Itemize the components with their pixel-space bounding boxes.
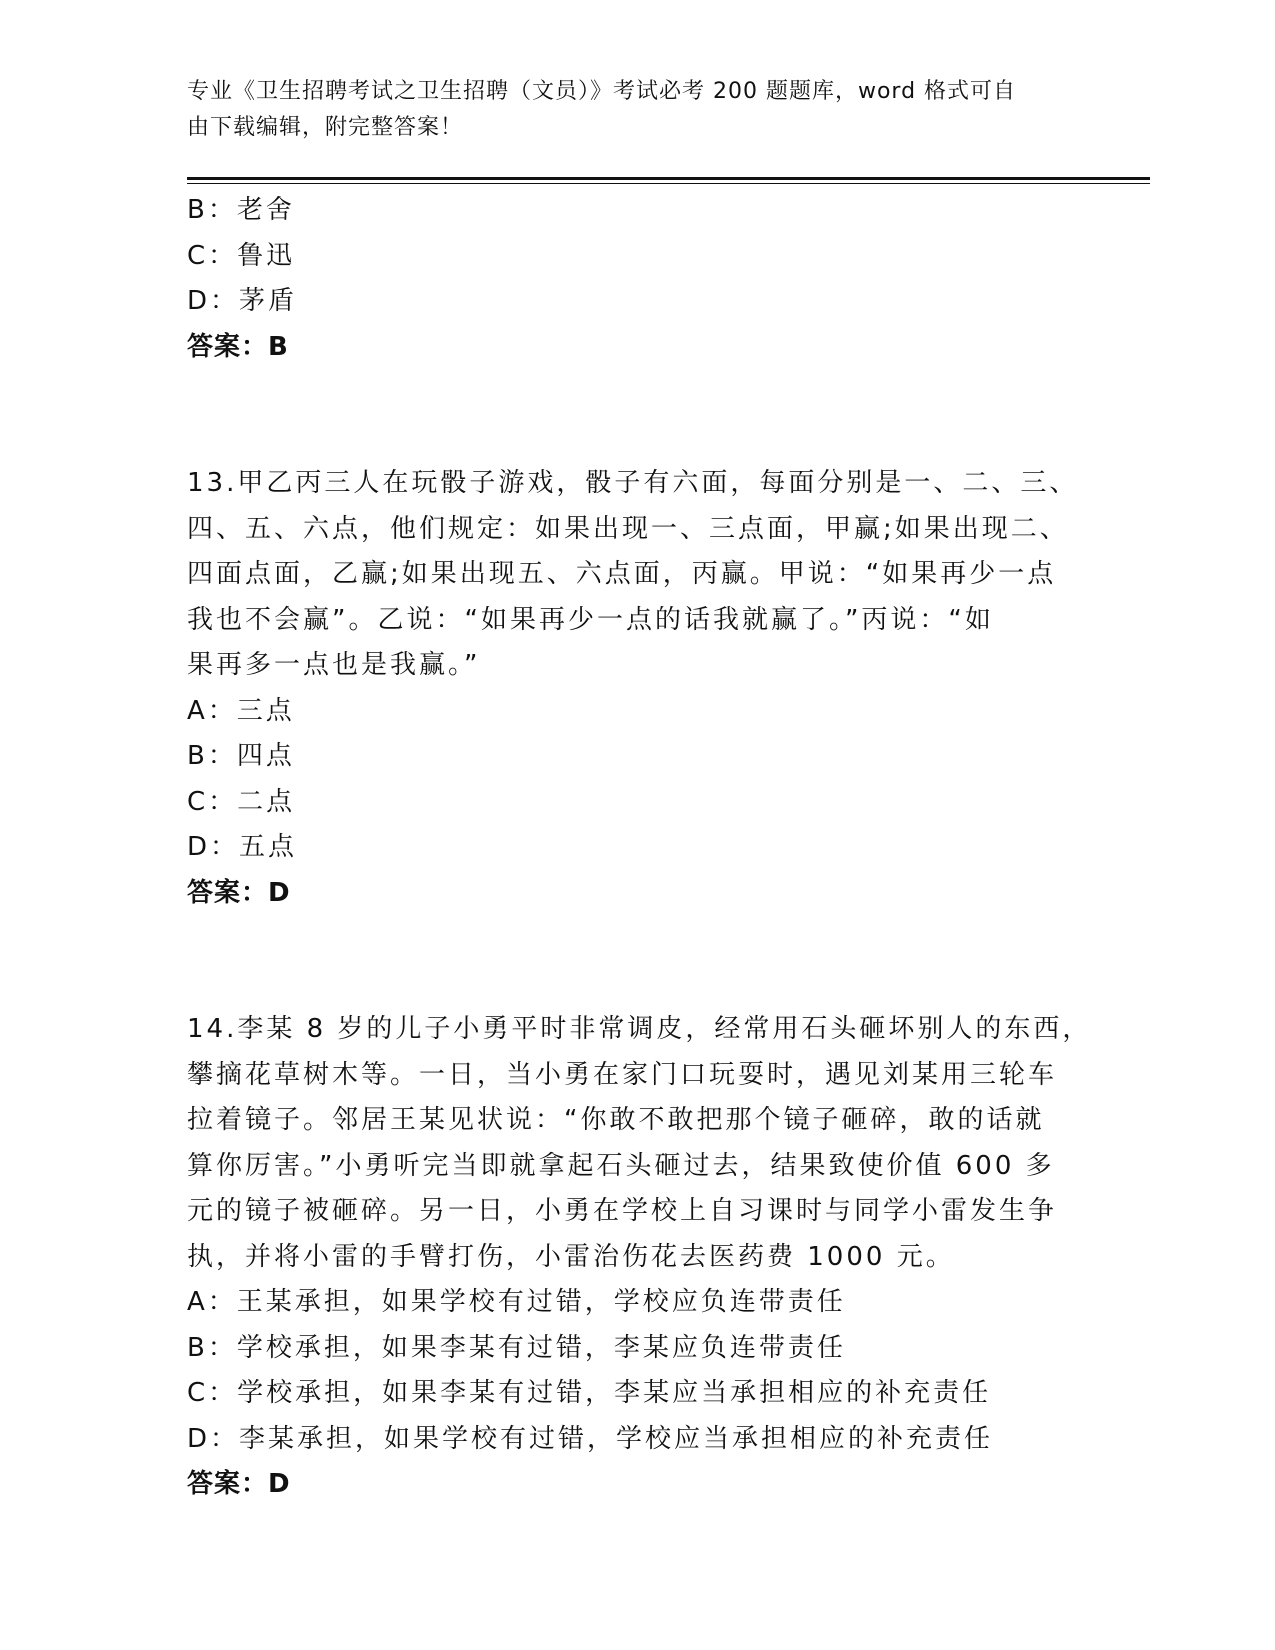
option-d: D：李某承担，如果学校有过错，学校应当承担相应的补充责任: [187, 1423, 994, 1454]
header-divider-thin: [187, 183, 1150, 184]
question-stem-line: 执，并将小雷的手臂打伤，小雷治伤花去医药费 1000 元。: [187, 1241, 955, 1272]
option-a: A：三点: [187, 695, 295, 726]
header-divider-thick: [187, 177, 1150, 180]
question-stem-line: 攀摘花草树木等。一日，当小勇在家门口玩耍时，遇见刘某用三轮车: [187, 1059, 1058, 1090]
answer-line: 答案：D: [187, 1469, 291, 1499]
question-12: [187, 188, 1087, 370]
option-c: C：鲁迅: [187, 240, 296, 271]
header-line: 由下载编辑，附完整答案！: [187, 115, 464, 140]
question-stem-line: 拉着镜子。邻居王某见状说：“你敢不敢把那个镜子砸碎，敢的话就: [187, 1105, 1045, 1135]
question-spacer: [187, 916, 1087, 1007]
question-stem-line: 果再多一点也是我赢。”: [187, 650, 481, 680]
answer-line: 答案：D: [187, 877, 291, 908]
option-b: B：学校承担，如果李某有过错，李某应负连带责任: [187, 1332, 846, 1363]
option-c: C：二点: [187, 786, 296, 817]
document-header: [187, 74, 1087, 146]
question-13: [187, 461, 1087, 916]
question-stem-line: 我也不会赢”。乙说：“如果再少一点的话我就赢了。”丙说：“如: [187, 604, 994, 635]
question-stem-line: 14.李某 8 岁的儿子小勇平时非常调皮，经常用石头砸坏别人的东西，: [187, 1014, 1092, 1044]
header-line: 专业《卫生招聘考试之卫生招聘（文员）》考试必考 200 题题库，word 格式可自: [187, 79, 1017, 104]
question-stem-line: 算你厉害。”小勇听完当即就拿起石头砸过去，结果致使价值 600 多: [187, 1150, 1055, 1181]
question-stem-line: 13.甲乙丙三人在玩骰子游戏，骰子有六面，每面分别是一、二、三、: [187, 468, 1079, 498]
document-body: [187, 188, 1092, 1508]
answer-line: 答案：B: [187, 331, 289, 362]
question-stem-line: 元的镜子被砸碎。另一日，小勇在学校上自习课时与同学小雷发生争: [187, 1196, 1058, 1226]
option-b: B：老舍: [187, 195, 295, 225]
option-c: C：学校承担，如果李某有过错，李某应当承担相应的补充责任: [187, 1378, 992, 1408]
question-stem-line: 四、五、六点，他们规定：如果出现一、三点面，甲赢;如果出现二、: [187, 513, 1069, 544]
question-spacer: [187, 370, 1087, 461]
option-a: A：王某承担，如果学校有过错，学校应负连带责任: [187, 1287, 846, 1317]
option-d: D：茅盾: [187, 286, 298, 316]
option-d: D：五点: [187, 832, 298, 862]
question-14: [187, 1007, 1092, 1508]
option-b: B：四点: [187, 741, 295, 771]
question-stem-line: 四面点面，乙赢;如果出现五、六点面，丙赢。甲说：“如果再少一点: [187, 559, 1057, 589]
